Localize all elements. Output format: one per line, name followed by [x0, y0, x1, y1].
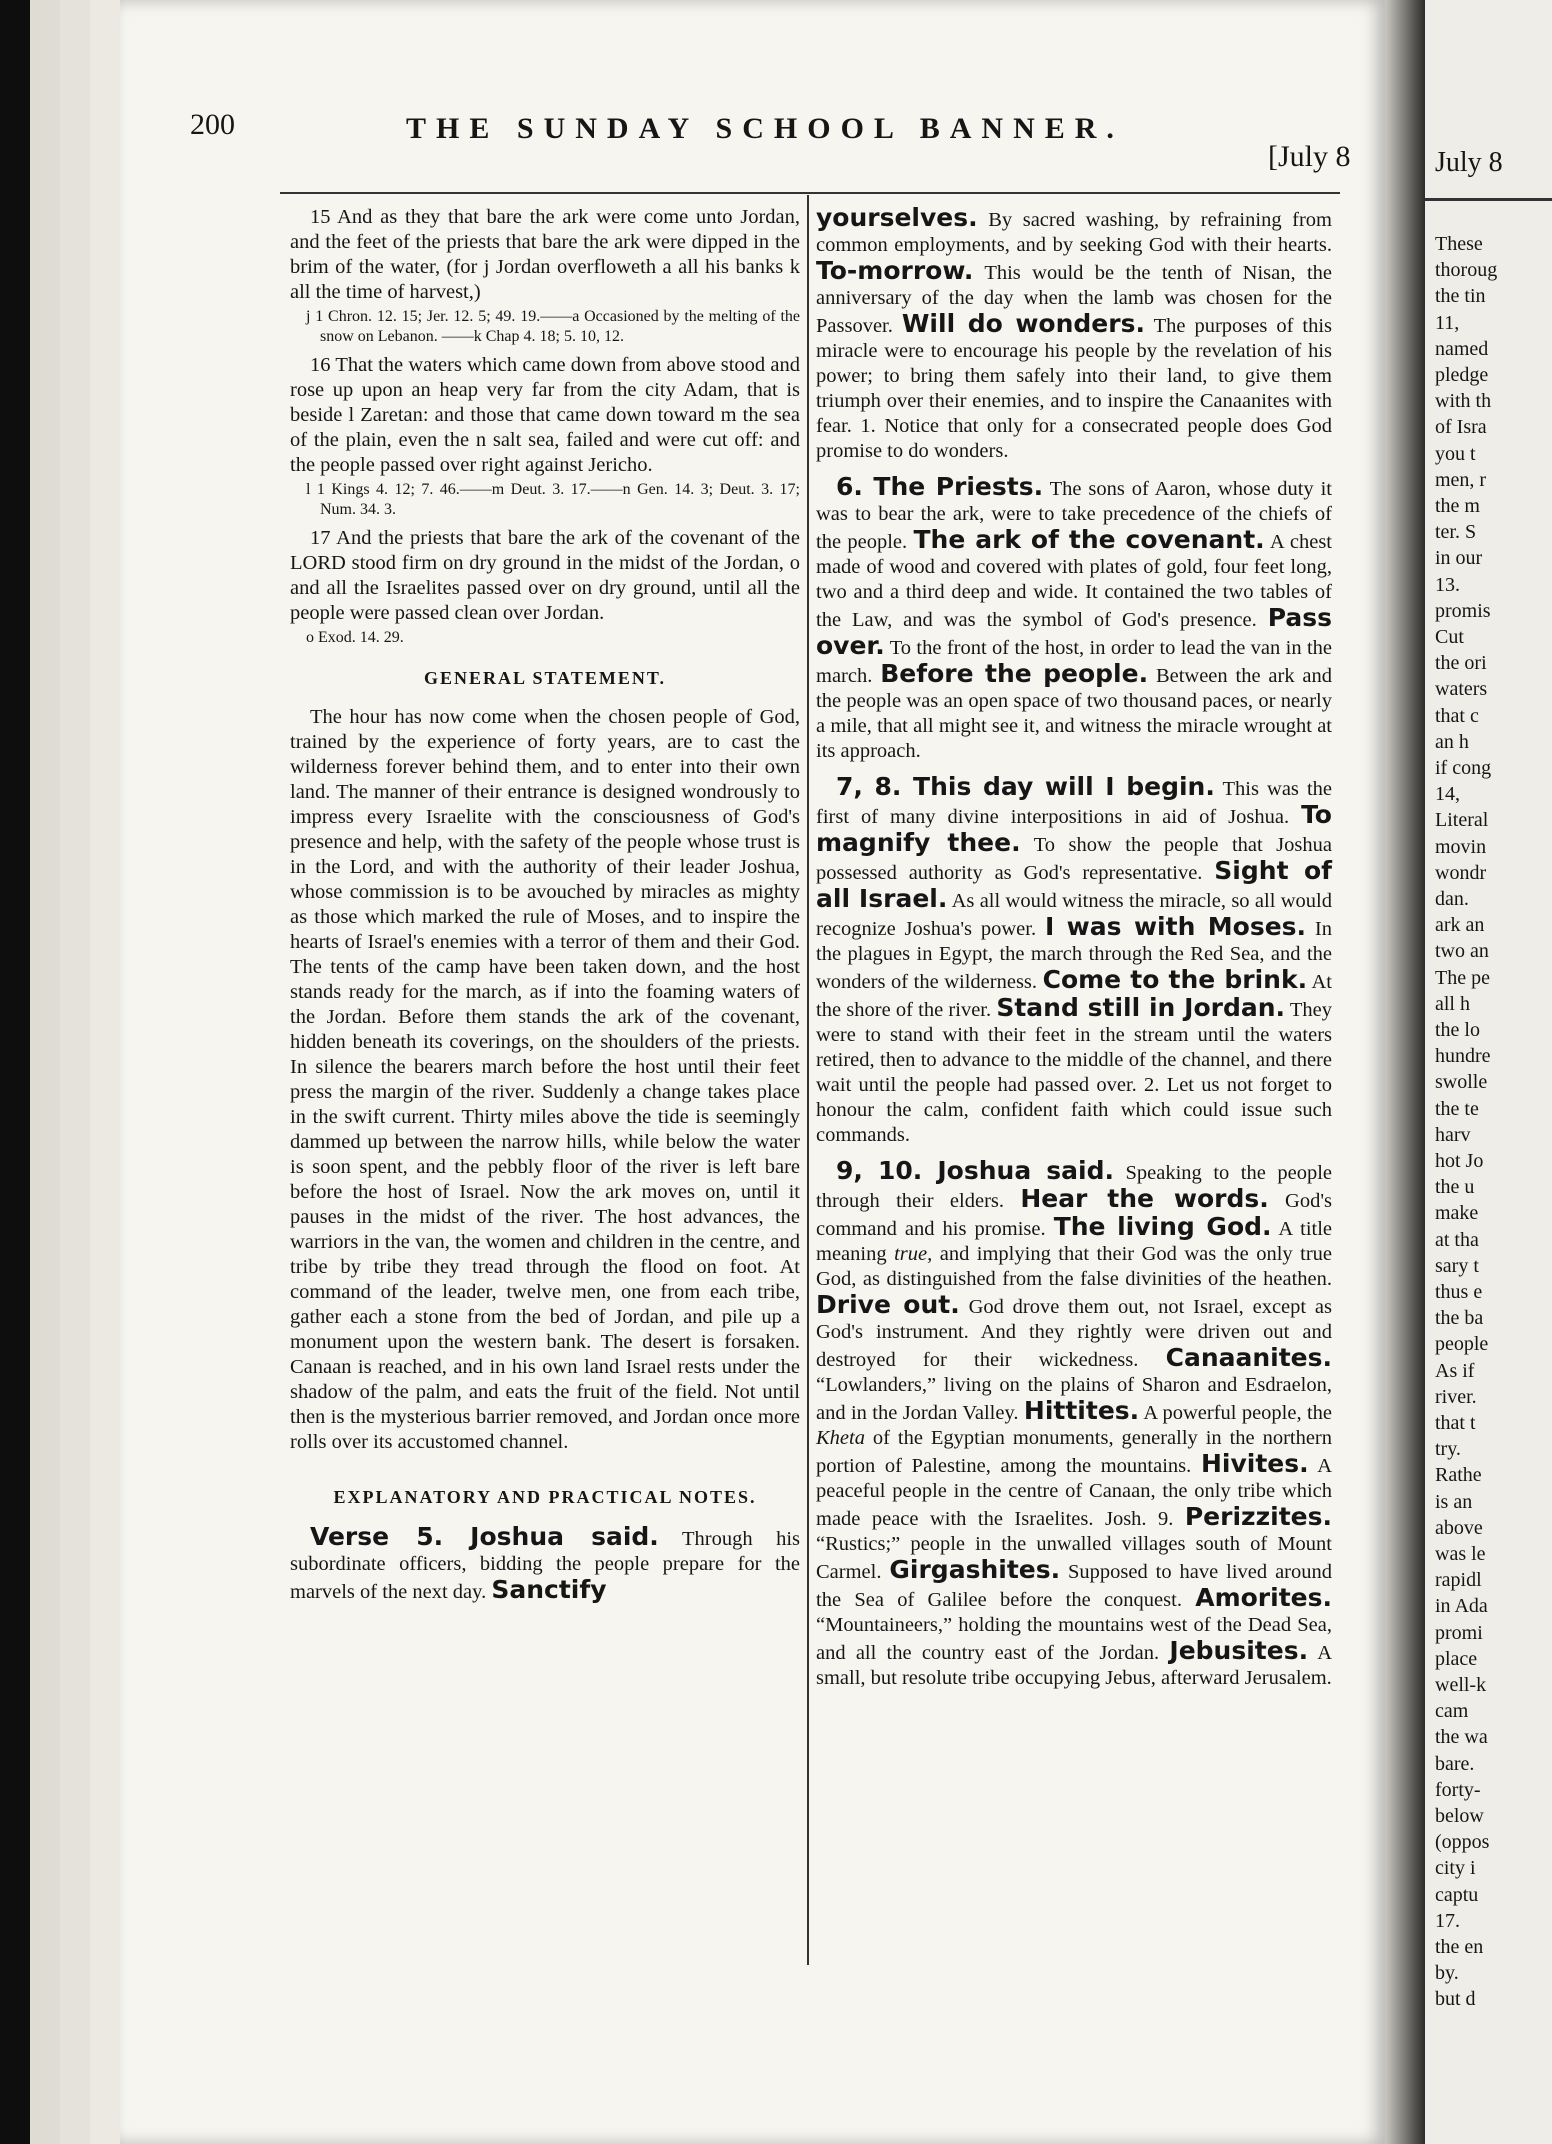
facing-page-line: thoroug [1435, 259, 1498, 282]
facing-page-line: 13. [1435, 573, 1460, 596]
references-17: o Exod. 14. 29. [306, 629, 404, 646]
facing-page-line: dan. [1435, 888, 1469, 910]
facing-page-header: July 8 [1435, 147, 1503, 178]
facing-page-line: the lo [1435, 1019, 1480, 1041]
note-sanctify [816, 205, 1332, 464]
facing-page-line: rapidl [1435, 1569, 1482, 1592]
keyword: To magnify thee. [816, 800, 1332, 857]
facing-page-line: of Isra [1435, 416, 1487, 439]
facing-page-line: an h [1435, 730, 1469, 753]
facing-page-line: ter. S [1435, 521, 1477, 544]
notes-heading: EXPLANATORY AND PRACTICAL NOTES. [333, 1487, 757, 1507]
facing-page-line: cam [1435, 1700, 1469, 1723]
facing-page-edge [1425, 0, 1552, 2144]
facing-page-line: swolle [1435, 1071, 1488, 1094]
note-text: A powerful people, the [1143, 1402, 1333, 1424]
facing-page-line: the u [1435, 1176, 1475, 1199]
note-text: This was the first of many divine interpositions in aid of Joshua. [816, 778, 1332, 828]
references-16: l 1 Kings 4. 12; 7. 46.——m Deut. 3. 17.——n Gen. 14. 3; Deut. 3. 17; Num. 34. 3. [306, 481, 800, 518]
note-verses-7-8 [816, 774, 1332, 1148]
facing-page-line: if cong [1435, 757, 1492, 779]
left-column [290, 205, 800, 1607]
note-text: “Lowlanders,” living on the plains of Sharon and Esdraelon, and in the Jordan Valley. [816, 1374, 1332, 1424]
facing-page-line: 11, [1435, 311, 1460, 334]
note-text: of the Egyptian monuments, generally in the northern portion of Palestine, among the mountains. [816, 1427, 1333, 1477]
facing-page-line: sary t [1435, 1254, 1479, 1277]
facing-page-line: waters [1435, 678, 1488, 701]
keyword: Girgashites. [889, 1555, 1061, 1584]
keyword: Sight of all Israel. [816, 856, 1333, 913]
facing-page-line: promi [1435, 1621, 1483, 1644]
facing-page-line: is an [1435, 1490, 1473, 1513]
column-rule [807, 195, 809, 1965]
note-text: The purposes of this miracle were to encourage his people by the revelation of his power; to bring them safely into their land, to give them triumph over their enemies, and to inspire the Canaanites with fear. 1. Notice that only for a consecrated people does God promise to do wonders. [816, 315, 1332, 462]
keyword: The living God. [1053, 1212, 1272, 1241]
keyword: Before the people. [880, 659, 1149, 688]
note-text: Speaking to the people through their elders. [816, 1162, 1332, 1212]
facing-page-line: These [1435, 233, 1483, 255]
facing-page-line: that t [1435, 1412, 1476, 1434]
scanner-edge [0, 0, 30, 2144]
note-text: A title meaning [816, 1218, 1333, 1265]
facing-page-line: the ori [1435, 652, 1487, 675]
note-text: At the shore of the river. [816, 971, 1332, 1021]
facing-page-line: with th [1435, 390, 1492, 413]
facing-page-line: that c [1435, 704, 1479, 727]
facing-page-line: the tin [1435, 285, 1486, 308]
right-column [816, 205, 1332, 1693]
facing-page-line: 14, [1435, 783, 1460, 806]
general-statement-heading: GENERAL STATEMENT. [423, 668, 667, 688]
facing-page-line: hundre [1435, 1045, 1491, 1068]
note-text: A peaceful people in the centre of Canaan, the only tribe which made peace with the Israelites. Josh. 9. [816, 1455, 1333, 1530]
keyword: I was with Moses. [1044, 912, 1307, 941]
keyword: To-morrow. [816, 256, 974, 285]
verse-5-label: Verse 5. Joshua said. [310, 1522, 659, 1551]
facing-page-line: (oppos [1435, 1831, 1490, 1854]
facing-page-line: make [1435, 1202, 1479, 1225]
keyword: Canaanites. [1165, 1343, 1333, 1372]
facing-page-line: harv [1435, 1123, 1471, 1146]
general-statement-text: The hour has now come when the chosen people of God, trained by the experience of forty years, are to cast the wilderness forever behind them, and to enter into their own land. The manner of their entrance is designed wondrously to impress every Israelite with the consciousness of God's presence and help, with the safety of the people whose trust is in the Lord, and with the authority of their leader Joshua, whose commission is to be avouched by miracles as mighty as those which marked the rule of Moses, and to inspire the hearts of Israel's enemies with a terror of them and their God. The tents of the camp have been taken down, and the host stands ready for the march, as if into the foaming waters of the Jordan. Before them stands the ark of the covenant, hidden beneath its coverings, on the shoulders of the priests. In silence the bearers march before the host until their feet press the margin of the river. Suddenly a change takes place in the swift current. Thirty miles above the tide is seemingly dammed up between the narrow hills, while below the water is soon spent, and the pebbly floor of the river is left bare before the host of Israel. Now the ark moves on, until it pauses in the midst of the river. The host advances, the warriors in the van, the women and children in the centre, and tribe by tribe they tread through the flood on foot. At command of the leader, twelve men, one from each tribe, gather each a stone from the bed of Jordan, and pile up a monument upon the western bank. The desert is forsaken. Canaan is reached, and in his own land Israel rests under the shadow of the palm, and eats the fruit of the field. Not until then is the mysterious barrier removed, and Jordan once more rolls over its accustomed channel. [290, 706, 800, 1453]
italic-word: Kheta [816, 1427, 865, 1449]
note-verse-6 [816, 474, 1332, 764]
note-text: The sons of Aaron, whose duty it was to bear the ark, were to take precedence of the chiefs of the people. [816, 478, 1332, 553]
facing-page-line: river. [1435, 1385, 1477, 1408]
facing-page-line: As if [1435, 1359, 1475, 1382]
book-fold-shadow [1385, 0, 1425, 2144]
verse-16: 16 That the waters which came down from above stood and rose up upon an heap very far from the city Adam, that is beside l Zaretan: and those that came down toward m the sea of the plain, even the n salt sea, failed and were cut off: and the people passed over right against Jericho. [290, 354, 800, 476]
note-text: Supposed to have lived around the Sea of Galilee before the conquest. [816, 1561, 1332, 1611]
note-text: Between the ark and the people was an open space of two thousand paces, or nearly a mile, that all might see it, and witness the miracle wrought at its approach. [816, 665, 1333, 762]
facing-page-line: captu [1435, 1883, 1479, 1906]
keyword: Come to the brink. [1042, 965, 1308, 994]
facing-page-line: hot Jo [1435, 1150, 1484, 1172]
facing-page-line: bare. [1435, 1752, 1475, 1775]
facing-page-line: was le [1435, 1543, 1486, 1565]
facing-page-line: the te [1435, 1097, 1479, 1120]
facing-page-line: all h [1435, 992, 1470, 1015]
facing-page-line: the m [1435, 495, 1480, 517]
facing-page-line: well-k [1435, 1674, 1487, 1696]
verse-5-note [290, 1524, 800, 1605]
note-text: “Mountaineers,” holding the mountains west of the Dead Sea, and all the country east of the Jordan. [816, 1614, 1332, 1664]
note-text: A chest made of wood and covered with plates of gold, four feet long, two and a third deep and wide. It contained the two tables of the Law, and was the symbol of God's presence. [816, 531, 1332, 631]
facing-page-line: the wa [1435, 1726, 1488, 1749]
keyword: Hittites. [1023, 1396, 1140, 1425]
facing-page-line: Rathe [1435, 1464, 1482, 1487]
facing-page-line: at tha [1435, 1228, 1479, 1251]
facing-page-line: Cut [1435, 626, 1464, 648]
facing-page-line: above [1435, 1516, 1483, 1539]
verse-17: 17 And the priests that bare the ark of the covenant of the LORD stood firm on dry ground in the midst of the Jordan, o and all the Israelites passed over on dry ground, until all the people were passed clean over Jordan. [290, 527, 800, 624]
facing-page-line: ark an [1435, 914, 1485, 937]
running-date: [July 8 [1268, 140, 1351, 173]
keyword: 9, 10. Joshua said. [836, 1156, 1114, 1185]
keyword: Amorites. [1195, 1583, 1332, 1612]
note-text: To show the people that Joshua possessed authority as God's representative. [816, 834, 1332, 884]
keyword: The ark of the covenant. [913, 525, 1265, 554]
note-text: “Rustics;” people in the unwalled villages south of Mount Carmel. [816, 1533, 1332, 1583]
note-text: As all would witness the miracle, so all would recognize Joshua's power. [816, 890, 1332, 940]
note-text: By sacred washing, by refraining from common employments, and by seeking God with their hearts. [816, 209, 1332, 256]
facing-page-line: The pe [1435, 966, 1490, 989]
keyword: Hear the words. [1020, 1184, 1269, 1213]
page-number: 200 [190, 108, 235, 141]
keyword: Stand still in Jordan. [996, 993, 1286, 1022]
note-text: God's command and his promise. [816, 1190, 1332, 1240]
facing-page-line: try. [1435, 1438, 1461, 1461]
note-text: This would be the tenth of Nisan, the anniversary of the day when the lamb was chosen for the Passover. [816, 262, 1332, 337]
keyword: Pass over. [816, 603, 1332, 660]
keyword: Drive out. [816, 1290, 960, 1319]
note-text: In the plagues in Egypt, the march through the Red Sea, and the wonders of the wilderness. [816, 918, 1332, 993]
verse-15: 15 And as they that bare the ark were come unto Jordan, and the feet of the priests that bare the ark were dipped in the brim of the water, (for j Jordan overfloweth a all his banks k all the time of harvest,) [290, 206, 800, 303]
facing-page-line: the en [1435, 1936, 1484, 1958]
facing-page-rule [1425, 198, 1552, 201]
references-15: j 1 Chron. 12. 15; Jer. 12. 5; 49. 19.——a Occasioned by the melting of the snow on Lebanon. ——k Chap 4. 18; 5. 10, 12. [306, 308, 800, 345]
facing-page-line: pledge [1435, 364, 1489, 386]
facing-page-line: city i [1435, 1857, 1476, 1880]
keyword: Will do wonders. [901, 309, 1145, 338]
facing-page-line: people [1435, 1333, 1489, 1356]
note-text: A small, but resolute tribe occupying Jebus, afterward Jerusalem. [816, 1642, 1332, 1689]
facing-page-line: the ba [1435, 1307, 1484, 1330]
facing-page-line: 17. [1435, 1909, 1460, 1932]
facing-page-line: wondr [1435, 861, 1487, 884]
keyword: 6. The Priests. [836, 472, 1044, 501]
facing-page-line: by. [1435, 1962, 1459, 1985]
facing-page-line: promis [1435, 599, 1491, 622]
facing-page-line: men, r [1435, 468, 1487, 491]
keyword: yourselves. [816, 203, 978, 232]
sanctify-keyword: Sanctify [491, 1575, 607, 1604]
facing-page-line: but d [1435, 1988, 1476, 2011]
facing-page-line: thus e [1435, 1281, 1483, 1303]
keyword: Perizzites. [1184, 1502, 1332, 1531]
keyword: 7, 8. This day will I begin. [836, 772, 1215, 801]
keyword: Jebusites. [1169, 1636, 1309, 1665]
header-rule [280, 192, 1340, 194]
facing-page-line: below [1435, 1805, 1484, 1827]
facing-page-line: you t [1435, 442, 1476, 465]
facing-page-line: Literal [1435, 809, 1489, 832]
note-verses-9-10 [816, 1158, 1332, 1691]
facing-page-line: in our [1435, 547, 1483, 570]
note-text: They were to stand with their feet in the stream until the waters retired, then to advance to the middle of the channel, and there wait until the people had passed over. 2. Let us not forget to honour the calm, confident faith which could issue such commands. [816, 999, 1333, 1146]
facing-page-line: place [1435, 1647, 1478, 1670]
facing-page-line: two an [1435, 940, 1489, 963]
facing-page-line: named [1435, 337, 1489, 360]
verse-5-text: Through his subordinate officers, bidding the people prepare for the marvels of the next day. [290, 1528, 801, 1603]
note-text: and implying that their God was the only true God, as distinguished from the false divinities of the heathen. [816, 1243, 1333, 1290]
italic-word: true, [894, 1243, 933, 1265]
facing-page-line: forty- [1435, 1778, 1481, 1801]
note-text: To the front of the host, in order to lead the van in the march. [816, 637, 1332, 687]
note-text: God drove them out, not Israel, except as God's instrument. And they rightly were driven out and destroyed for their wickedness. [816, 1296, 1333, 1371]
facing-page-line: movin [1435, 835, 1487, 858]
facing-page-line: in Ada [1435, 1595, 1488, 1618]
keyword: Hivites. [1200, 1449, 1309, 1478]
running-title: THE SUNDAY SCHOOL BANNER. [406, 112, 1124, 145]
